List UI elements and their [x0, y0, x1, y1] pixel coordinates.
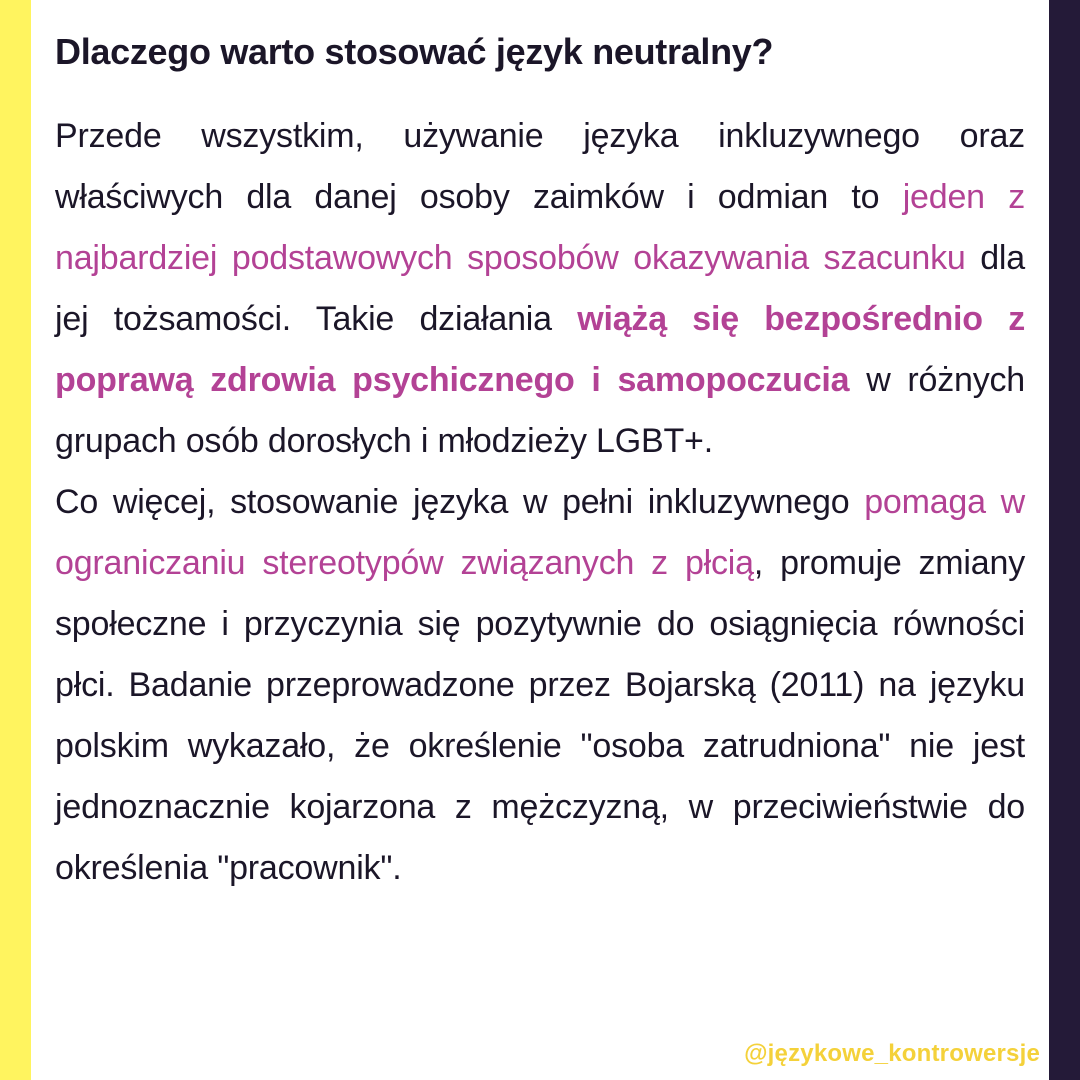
highlight-stereotypes: pomaga w ograniczaniu stereotypów związanych z płcią	[55, 483, 1025, 582]
paragraph-1-text-b: dla jej tożsamości. Takie działania	[55, 239, 1025, 338]
author-handle: @językowe_kontrowersje	[744, 1040, 1040, 1067]
paragraph-2-text-b: , promuje zmiany społeczne i przyczynia się pozytywnie do osiągnięcia równości płci. Badanie przeprowadzone przez Bojarską (2011) na języku polskim wykazało, że określenie "osoba zatrudniona" nie jest jednoznacznie kojarzona z mężczyzną, w przeciwieństwie do określenia "pracownik".	[55, 544, 1025, 887]
body-text	[55, 106, 1025, 899]
paragraph-1-text-a: Przede wszystkim, używanie języka inkluzywnego oraz właściwych dla danej osoby zaimków i odmian to	[55, 117, 1025, 216]
text-card	[55, 26, 1025, 899]
paragraph-1	[55, 106, 1025, 472]
highlight-respect: jeden z najbardziej podstawowych sposobów okazywania szacunku	[55, 178, 1025, 277]
page-title: Dlaczego warto stosować język neutralny?	[55, 31, 774, 72]
paragraph-1-text-c: w różnych grupach osób dorosłych i młodzieży LGBT+.	[55, 361, 1026, 460]
right-accent-stripe	[1049, 0, 1080, 1080]
paragraph-2-text-a: Co więcej, stosowanie języka w pełni inkluzywnego	[55, 483, 865, 521]
highlight-mental-health: wiążą się bezpośrednio z poprawą zdrowia psychicznego i samopoczucia	[55, 300, 1025, 399]
paragraph-2	[55, 472, 1025, 899]
left-accent-stripe	[0, 0, 31, 1080]
